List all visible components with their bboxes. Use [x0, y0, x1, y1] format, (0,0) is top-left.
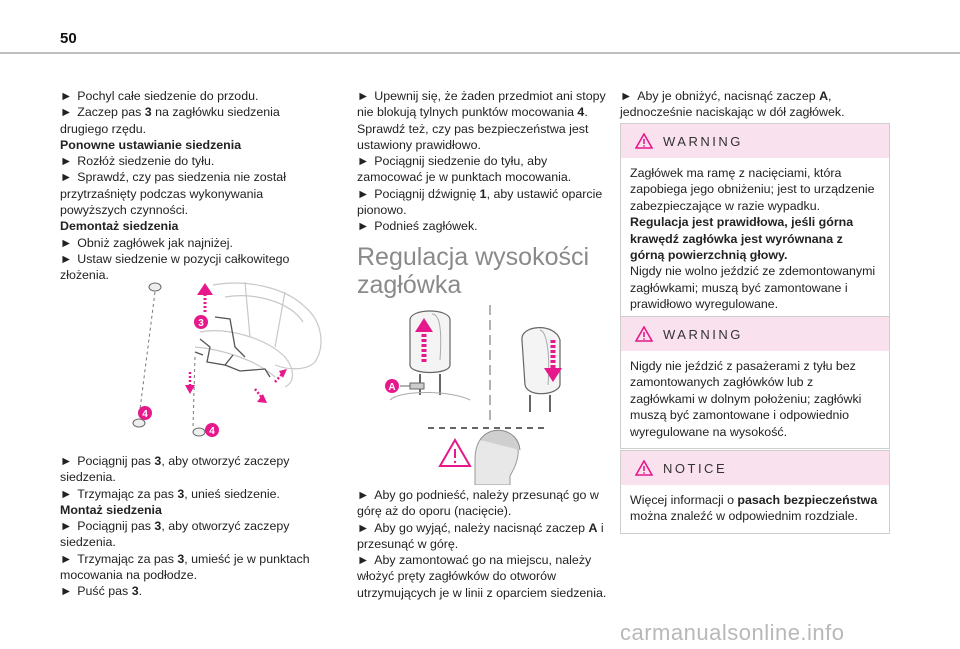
anchor-point-icon: [133, 419, 145, 427]
bullet-arrow-icon: ►: [60, 105, 73, 120]
column-2-bottom: [357, 487, 607, 601]
column-3-top: [620, 88, 880, 121]
bullet-item: ► Trzymając za pas 3, umieść je w punktach mocowania na podłodze.: [60, 551, 310, 583]
bullet-item: ► Podnieś zagłówek.: [357, 219, 478, 234]
notice-header: [621, 451, 889, 485]
bullet-arrow-icon: ►: [60, 170, 73, 185]
bullet-arrow-icon: ►: [357, 219, 370, 234]
bullet-item: ► Aby zamontować go na miejscu, należy włożyć pręty zagłówków do otworów utrzymujących je w linii z oparciem siedzenia.: [357, 553, 607, 600]
bullet-item: ► Puść pas 3.: [60, 584, 143, 599]
callout-4-label-right: 4: [209, 426, 215, 437]
bullet-item: ► Aby go podnieść, należy przesunąć go w górę aż do oporu (nacięcie).: [357, 488, 599, 519]
warning-paragraph: Regulacja jest prawidłowa, jeśli górna krawędź zagłówka jest wyrównana z górną powierzchnią głowy.: [630, 215, 854, 263]
strap-leader-left: [139, 292, 155, 417]
column-2-top: [357, 88, 607, 235]
arrow-head-icon: [185, 385, 195, 394]
callout-3-label: 3: [198, 318, 204, 329]
arrow-head-icon: [197, 283, 213, 295]
watermark: carmanualsonline.info: [620, 620, 845, 645]
bullet-item: ► Sprawdź, czy pas siedzenia nie został przytrzaśnięty podczas wykonywania powyższych czynności.: [60, 170, 286, 218]
headrest-adjustment-figure: [380, 300, 575, 485]
warning-box-2: [620, 316, 890, 449]
warning-header: [621, 317, 889, 351]
anchor-point-icon: [149, 283, 161, 291]
subheading: Montaż siedzenia: [60, 502, 162, 517]
warning-title: WARNING: [663, 134, 743, 149]
bullet-arrow-icon: ►: [60, 519, 73, 534]
warning-title: WARNING: [663, 327, 743, 342]
warning-body: [621, 351, 889, 448]
warning-paragraph: Nigdy nie wolno jeździć ze zdemontowanymi zagłówkami; muszą być zamontowane i prawidłowo wyregulowane.: [630, 264, 876, 312]
bullet-item: ► Aby je obniżyć, nacisnąć zaczep A, jednocześnie naciskając w dół zagłówek.: [620, 89, 845, 120]
anchor-point-icon: [193, 428, 205, 436]
callout-4-label-left: 4: [142, 409, 148, 420]
header-rule: [0, 52, 960, 54]
bullet-arrow-icon: ►: [60, 251, 73, 266]
bullet-item: ► Pochyl całe siedzenie do przodu.: [60, 89, 259, 103]
bullet-item: ► Upewnij się, że żaden przedmiot ani stopy nie blokują tylnych punktów mocowania 4. Sprawdź też, czy pas bezpieczeństwa jest ustawiony prawidłowo.: [357, 89, 606, 152]
column-1-bottom: [60, 453, 325, 600]
page-number: 50: [60, 30, 77, 47]
arrow-head-icon: [257, 394, 267, 403]
bullet-item: ► Pociągnij dźwignię 1, aby ustawić oparcie pionowo.: [357, 186, 603, 218]
notice-body: Więcej informacji o pasach bezpieczeństwa można znaleźć w odpowiednim rozdziale.: [630, 493, 878, 524]
bullet-arrow-icon: ►: [357, 154, 370, 169]
subheading: Demontaż siedzenia: [60, 219, 179, 234]
notice-title: NOTICE: [663, 461, 728, 476]
bullet-arrow-icon: ►: [60, 154, 73, 169]
notice-triangle-icon: [635, 460, 653, 476]
callout-a-label: A: [388, 382, 396, 393]
subheading: Ponowne ustawianie siedzenia: [60, 137, 242, 152]
bullet-item: ► Pociągnij pas 3, aby otworzyć zaczepy siedzenia.: [60, 454, 290, 485]
bullet-item: ► Ustaw siedzenie w pozycji całkowitego złożenia.: [60, 251, 290, 283]
bullet-item: ► Aby go wyjąć, należy nacisnąć zaczep A i przesunąć w górę.: [357, 520, 604, 551]
bullet-item: ► Trzymając za pas 3, unieś siedzenie.: [60, 486, 280, 501]
bullet-item: ► Pociągnij pas 3, aby otworzyć zaczepy siedzenia.: [60, 519, 290, 550]
bullet-item: ► Obniż zagłówek jak najniżej.: [60, 235, 233, 250]
bullet-item: ► Rozłóż siedzenie do tyłu.: [60, 154, 215, 169]
warning-triangle-icon: [635, 326, 653, 342]
bullet-arrow-icon: ►: [60, 584, 73, 599]
bullet-arrow-icon: ►: [60, 551, 73, 566]
warning-paragraph: Nigdy nie jeździć z pasażerami z tyłu bez zamontowanych zagłówków lub z zagłówkami w dolnym położeniu; zagłówki muszą być zamontowane i odpowiednio wyregulowane na wysokość.: [630, 359, 862, 439]
bullet-arrow-icon: ►: [620, 89, 633, 103]
bullet-item: ► Zaczep pas 3 na zagłówku siedzenia drugiego rzędu.: [60, 105, 280, 136]
strap-leader-right: [193, 357, 195, 427]
bullet-arrow-icon: ►: [60, 89, 73, 103]
seat-removal-figure: [125, 277, 330, 445]
warning-triangle-icon: [635, 133, 653, 149]
bullet-arrow-icon: ►: [60, 486, 73, 501]
warning-paragraph: Zagłówek ma ramę z nacięciami, która zapobiega jego obniżeniu; jest to urządzenie zabezpieczające w razie wypadku.: [630, 166, 875, 213]
notice-box: [620, 450, 890, 534]
bullet-arrow-icon: ►: [357, 186, 370, 201]
warning-header: [621, 124, 889, 158]
bullet-arrow-icon: ►: [60, 235, 73, 250]
column-1-top: [60, 88, 320, 284]
headrest-left: [410, 311, 450, 373]
bullet-arrow-icon: ►: [357, 553, 370, 568]
section-heading: Regulacja wysokości zagłówka: [357, 243, 590, 299]
bullet-item: ► Pociągnij siedzenie do tyłu, aby zamocować je w punktach mocowania.: [357, 154, 572, 185]
warning-box-1: [620, 123, 890, 322]
bullet-arrow-icon: ►: [357, 488, 370, 502]
bullet-arrow-icon: ►: [357, 89, 370, 103]
arrow-head-icon: [279, 369, 287, 378]
bullet-arrow-icon: ►: [357, 520, 370, 535]
warning-body: [621, 158, 889, 321]
bullet-arrow-icon: ►: [60, 454, 73, 468]
